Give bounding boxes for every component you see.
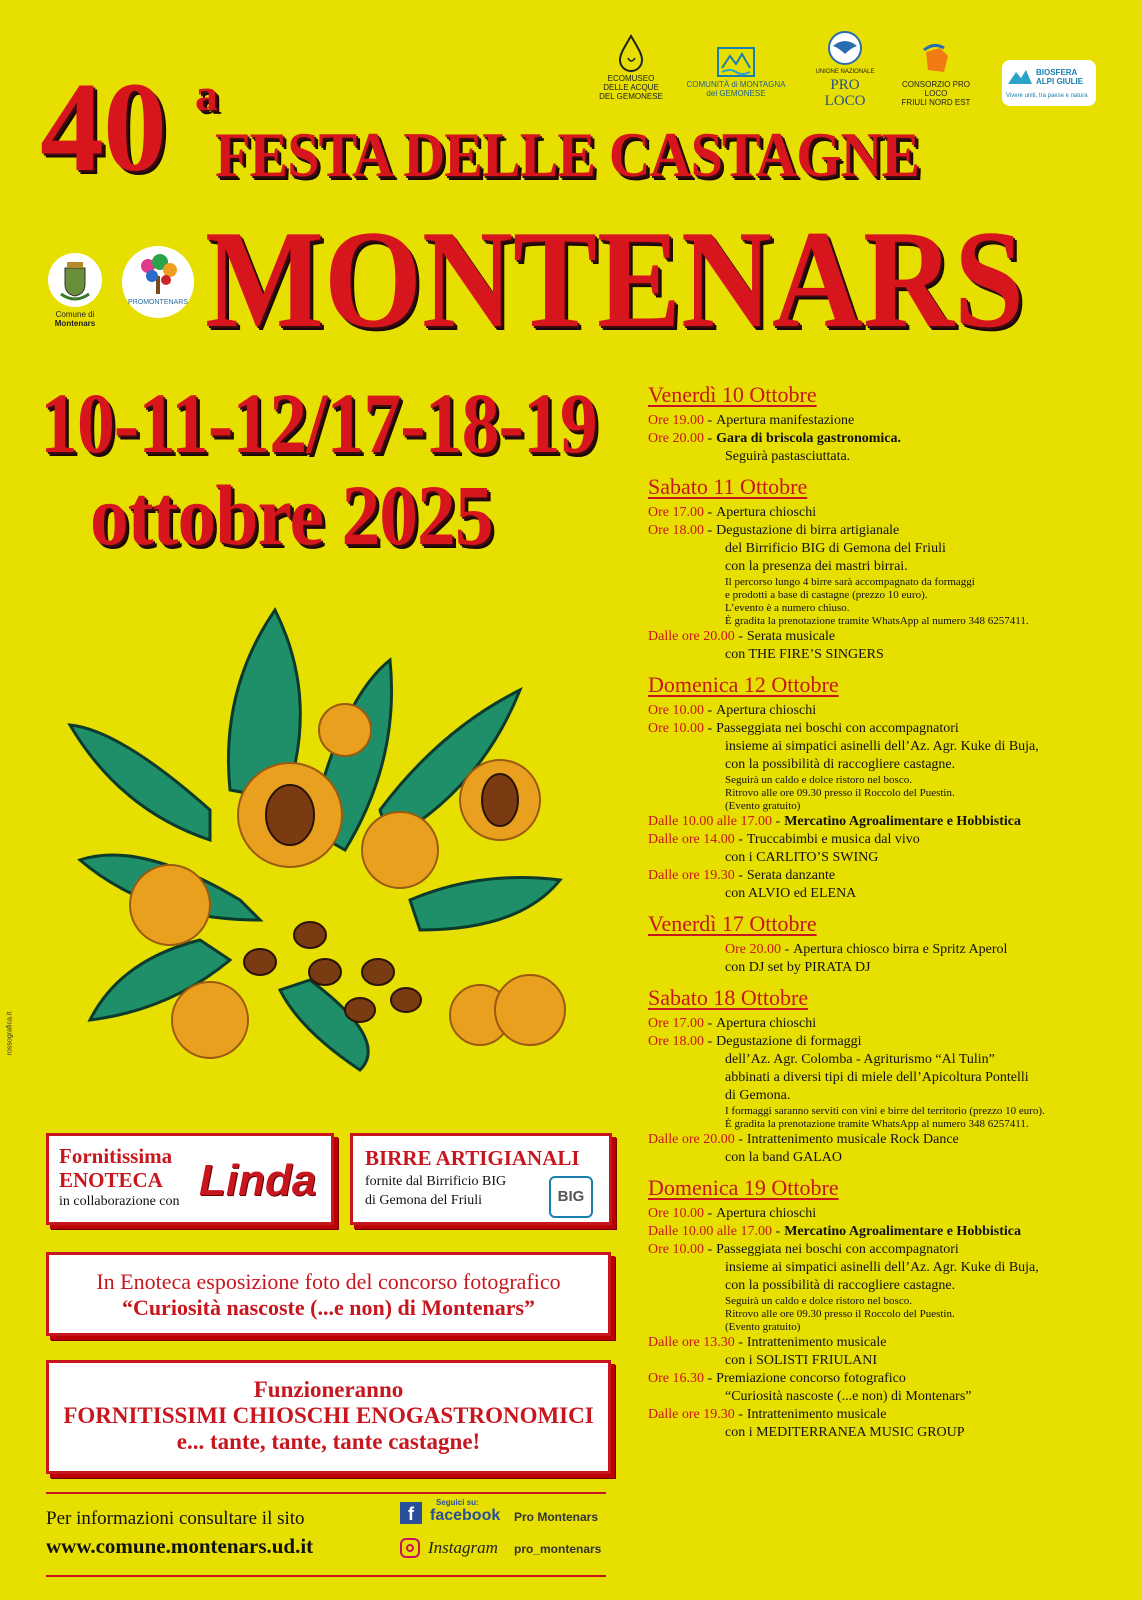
program-detail: con i MEDITERRANEA MUSIC GROUP [725,1425,965,1440]
ecomuseo-logo [594,34,668,101]
side-credit: rossografica.it [6,1011,14,1056]
chestnut-illustration [60,600,600,1080]
biosfera-top-text: BIOSFERA [1036,68,1078,77]
program-description: Premiazione concorso fotografico [716,1371,906,1386]
program-item [648,1205,1128,1223]
program-item [648,702,1128,720]
consorzio-logo [890,42,982,107]
program-description: Apertura chiosco birra e Spritz Aperol [793,942,1008,957]
program-separator: - [704,1034,713,1049]
program-time: Ore 10.00 [648,703,704,718]
enoteca-box [46,1133,334,1225]
program-day-heading: Venerdì 10 Ottobre [648,382,817,407]
chioschi-line1: Funzioneranno [253,1377,404,1402]
program-note: Ritrovo alle ore 09.30 presso il Roccolo del Puestin. [725,787,955,799]
birre-line3: di Gemona del Friuli [365,1193,483,1208]
info-line: Per informazioni consultare il sito [46,1508,305,1529]
region-map-icon [918,42,954,78]
program-time: Dalle 10.00 alle 17.00 [648,1224,773,1239]
program-separator: - [772,1224,781,1239]
tree-icon [134,252,182,296]
event-month-year: ottobre 2025 [90,467,493,563]
comune-line2: Montenars [54,319,96,328]
program-separator: - [734,1335,743,1350]
program-day-heading: Sabato 18 Ottobre [648,985,809,1010]
chioschi-box [46,1360,611,1474]
biosfera-tagline: Vivere uniti, tra paese e natura [1006,93,1088,99]
program-note: e prodotti a base di castagne (prezzo 10 euro). [725,589,928,601]
proloco-name: PRO LOCO [824,77,866,109]
program-item [648,941,1128,959]
program-separator: - [704,721,713,736]
program-separator: - [734,832,743,847]
program-time: Dalle ore 13.30 [648,1335,735,1350]
program-time: Ore 20.00 [725,942,781,957]
program-time: Ore 10.00 [648,1242,704,1257]
eagle-icon [825,30,865,66]
program-separator: - [704,1242,713,1257]
program-item [648,412,1128,430]
program-detail: insieme ai simpatici asinelli dell’Az. Agr. Kuke di Buja, [725,739,1039,754]
birre-line2: fornite dal Birrificio BIG [365,1174,507,1189]
big-brewery-logo: BIG [549,1176,593,1218]
program-detail: con ALVIO ed ELENA [725,886,857,901]
program-description: Apertura chioschi [716,505,817,520]
program-separator: - [734,1132,743,1147]
facebook-label: facebook [430,1507,501,1524]
ecomuseo-line1: ECOMUSEO [607,74,655,83]
edition-suffix: a [195,69,217,120]
program-time: Ore 18.00 [648,523,704,538]
program-separator: - [704,523,713,538]
seguici-label: Seguici su: [436,1498,479,1507]
foto-box [46,1252,611,1336]
program-detail: di Gemona. [725,1088,791,1103]
program-detail: insieme ai simpatici asinelli dell’Az. Agr. Kuke di Buja, [725,1260,1039,1275]
foto-line1: In Enoteca esposizione foto del concorso fotografico [96,1269,561,1294]
program-detail: con THE FIRE’S SINGERS [725,647,884,662]
facebook-handle: Pro Montenars [514,1510,599,1524]
program-detail: con la possibilità di raccogliere castagne. [725,757,956,772]
birre-box [350,1133,612,1225]
program-description: Serata danzante [746,868,836,883]
program-separator: - [704,431,713,446]
event-dates: 10-11-12/17-18-19 [40,375,597,471]
consorzio-line2: FRIULI NORD EST [901,98,971,107]
program-detail: con la band GALAO [725,1150,843,1165]
comunita-line1: COMUNITÀ di MONTAGNA [686,80,786,89]
program-description: Intrattenimento musicale [746,1335,887,1350]
program-item [648,430,1128,448]
program-note: L’evento è a numero chiuso. [725,602,850,614]
biosfera-logo [1002,60,1096,106]
proloco-top-text: UNIONE NAZIONALE [815,69,875,75]
program-separator: - [704,703,713,718]
program-note: È gradita la prenotazione tramite WhatsApp al numero 348 6257411. [725,1118,1029,1130]
program-description: Intrattenimento musicale [746,1407,887,1422]
program-description: Apertura chioschi [716,703,817,718]
program-time: Ore 10.00 [648,1206,704,1221]
program-separator: - [772,814,781,829]
program-time: Dalle ore 19.30 [648,868,735,883]
program-item [648,628,1128,646]
program-description: Truccabimbi e musica dal vivo [746,832,920,847]
program-time: Dalle 10.00 alle 17.00 [648,814,773,829]
program-detail: del Birrificio BIG di Gemona del Friuli [725,541,946,556]
program-note: Ritrovo alle ore 09.30 presso il Roccolo del Puestin. [725,1308,955,1320]
enoteca-line1: Fornitissima [59,1144,173,1168]
program-separator: - [704,413,713,428]
program-description: Intrattenimento musicale Rock Dance [746,1132,959,1147]
program-time: Ore 18.00 [648,1034,704,1049]
program-item [648,1370,1128,1388]
promontenars-logo [122,246,194,318]
program-separator: - [734,629,743,644]
program-description: Mercatino Agroalimentare e Hobbistica [784,814,1021,829]
footer-divider-top [46,1492,606,1494]
program-description: Degustazione di formaggi [716,1034,862,1049]
edition-number: 40 [40,56,166,198]
program-item [648,1015,1128,1033]
enoteca-line3: in collaborazione con [59,1194,180,1209]
program-detail: con i CARLITO’S SWING [725,850,879,865]
instagram-link[interactable] [400,1536,610,1564]
program-detail: con DJ set by PIRATA DJ [725,960,871,975]
program-description: Degustazione di birra artigianale [716,523,900,538]
program-description: Serata musicale [746,629,836,644]
program-description: Passeggiata nei boschi con accompagnatori [716,1242,959,1257]
program-note: È gradita la prenotazione tramite WhatsApp al numero 348 6257411. [725,615,1029,627]
program-time: Ore 17.00 [648,505,704,520]
program-item [648,1241,1128,1259]
program-time: Dalle ore 20.00 [648,629,735,644]
program-day-heading: Venerdì 17 Ottobre [648,911,817,936]
comunita-logo [680,46,792,98]
program-separator: - [781,942,790,957]
program-column [648,382,1128,1442]
program-detail: “Curiosità nascoste (...e non) di Montenars” [725,1389,972,1404]
ecomuseo-line2: DELLE ACQUE [603,83,659,92]
water-drop-icon [616,34,646,72]
website-link[interactable]: www.comune.montenars.ud.it [46,1534,314,1558]
program-note: I formaggi saranno serviti con vini e birre del territorio (prezzo 10 euro). [725,1105,1045,1117]
consorzio-line1: CONSORZIO PRO LOCO [901,80,970,98]
program-time: Ore 16.30 [648,1371,704,1386]
program-description: Apertura chioschi [716,1016,817,1031]
program-day-heading: Domenica 19 Ottobre [648,1175,839,1200]
chioschi-line3: e... tante, tante, tante castagne! [176,1429,481,1454]
facebook-link[interactable] [400,1500,610,1530]
instagram-icon [400,1538,420,1558]
facebook-icon: f [400,1502,422,1524]
program-item [648,1334,1128,1352]
program-description: Passeggiata nei boschi con accompagnatori [716,721,959,736]
program-detail: con la presenza dei mastri birrai. [725,559,908,574]
program-detail: con i SOLISTI FRIULANI [725,1353,878,1368]
program-note: Seguirà un caldo e dolce ristoro nel bosco. [725,1295,912,1307]
birre-line1: BIRRE ARTIGIANALI [365,1146,580,1170]
program-day-heading: Domenica 12 Ottobre [648,672,839,697]
comune-logo [45,252,105,328]
program-note: Seguirà un caldo e dolce ristoro nel bosco. [725,774,912,786]
program-item [648,1223,1128,1241]
enoteca-line2: ENOTECA [59,1168,163,1192]
festival-title: FESTA DELLE CASTAGNE [215,120,920,190]
program-detail: abbinati a diversi tipi di miele dell’Apicoltura Pontelli [725,1070,1029,1085]
program-time: Ore 19.00 [648,413,704,428]
program-description: Mercatino Agroalimentare e Hobbistica [784,1224,1021,1239]
linda-logo: Linda [199,1156,317,1205]
program-note: (Evento gratuito) [725,800,801,812]
program-item [648,504,1128,522]
program-time: Ore 20.00 [648,431,704,446]
program-separator: - [704,505,713,520]
program-item [648,813,1128,831]
program-time: Dalle ore 14.00 [648,832,735,847]
instagram-handle: pro_montenars [514,1542,602,1556]
program-item [648,831,1128,849]
program-day-heading: Sabato 11 Ottobre [648,474,808,499]
foto-line2: “Curiosità nascoste (...e non) di Montenars” [121,1295,536,1320]
program-note: (Evento gratuito) [725,1321,801,1333]
promontenars-name: PROMONTENARS [128,299,188,306]
program-separator: - [704,1371,713,1386]
program-description: Apertura chioschi [716,1206,817,1221]
instagram-label: Instagram [428,1538,498,1557]
comune-line1: Comune di [55,310,95,319]
program-separator: - [704,1016,713,1031]
program-separator: - [734,1407,743,1422]
chioschi-line2: FORNITISSIMI CHIOSCHI ENOGASTRONOMICI [63,1403,594,1428]
program-item [648,1033,1128,1051]
program-time: Ore 10.00 [648,721,704,736]
ecomuseo-line3: DEL GEMONESE [599,92,663,101]
proloco-logo [810,30,880,109]
program-item [648,1406,1128,1424]
program-note: Il percorso lungo 4 birre sarà accompagnato da formaggi [725,576,975,588]
town-title: MONTENARS [205,202,1025,357]
program-item [648,867,1128,885]
program-detail: dell’Az. Agr. Colomba - Agriturismo “Al Tulin” [725,1052,995,1067]
program-item [648,1131,1128,1149]
program-separator: - [704,1206,713,1221]
mountain-river-icon [716,46,756,78]
footer-divider-bottom [46,1575,606,1577]
program-detail: con la possibilità di raccogliere castagne. [725,1278,956,1293]
program-time: Ore 17.00 [648,1016,704,1031]
program-item [648,522,1128,540]
program-separator: - [734,868,743,883]
program-item [648,720,1128,738]
program-description: Gara di briscola gastronomica. [716,431,902,446]
mountains-icon [1006,66,1034,86]
comunita-line2: del GEMONESE [706,89,766,98]
program-time: Dalle ore 19.30 [648,1407,735,1422]
program-description: Apertura manifestazione [716,413,855,428]
biosfera-bottom-text: ALPI GIULIE [1036,77,1084,86]
coat-of-arms-icon [47,252,103,308]
program-detail: Seguirà pastasciuttata. [725,449,851,464]
program-time: Dalle ore 20.00 [648,1132,735,1147]
